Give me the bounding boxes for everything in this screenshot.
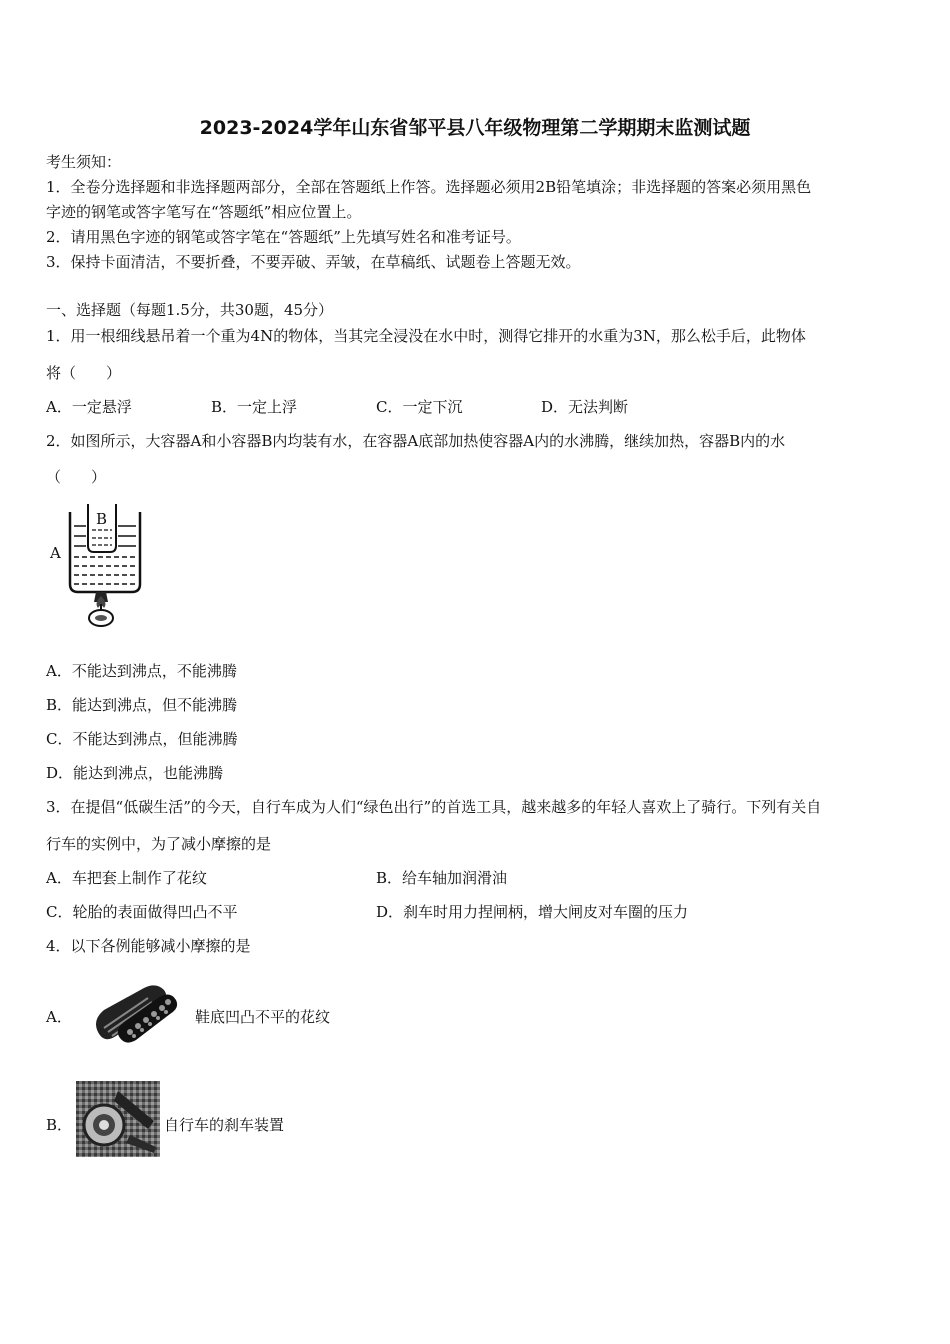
notice-item: 2．请用黑色字迹的钢笔或答字笔在“答题纸”上先填写姓名和准考证号。 [46,228,521,246]
q1-option-d: D．无法判断 [541,398,629,416]
bicycle-brake-image [76,1081,160,1157]
container-b-label: B [96,510,108,528]
q3-option-d: D．刹车时用力捏闸柄，增大闸皮对车圈的压力 [376,903,689,921]
question-1-text: 将（ ） [46,364,122,382]
q4-option-a-text: 鞋底凹凸不平的花纹 [195,1008,331,1026]
q3-option-a: A．车把套上制作了花纹 [46,869,207,887]
shoe-sole-image [90,976,182,1048]
page-title: 2023-2024学年山东省邹平县八年级物理第二学期期末监测试题 [199,117,751,139]
boiling-container-figure [48,500,148,632]
section-heading: 一、选择题（每题1.5分，共30题，45分） [46,301,334,319]
notice-heading: 考生须知： [46,153,122,171]
question-4-text: 4．以下各例能够减小摩擦的是 [46,937,251,955]
q1-option-c: C．一定下沉 [376,398,463,416]
q2-option-d: D．能达到沸点，也能沸腾 [46,764,224,782]
question-1-text: 1．用一根细线悬吊着一个重为4N的物体，当其完全浸没在水中时，测得它排开的水重为3N，那么松手后，此物体 [46,327,806,345]
q2-option-b: B．能达到沸点，但不能沸腾 [46,696,238,714]
q3-option-b: B．给车轴加润滑油 [376,869,508,887]
q3-option-c: C．轮胎的表面做得凹凸不平 [46,903,238,921]
question-2-text: 2．如图所示，大容器A和小容器B内均装有水，在容器A底部加热使容器A内的水沸腾，继续加热，容器B内的水 [46,432,786,450]
notice-item: 字迹的钢笔或答字笔写在“答题纸”相应位置上。 [46,203,362,221]
q4-option-a-letter: A． [46,1008,72,1026]
q4-option-b-letter: B． [46,1116,73,1134]
q1-option-b: B．一定上浮 [211,398,298,416]
container-a-label: A [50,544,61,562]
notice-item: 3．保持卡面清洁，不要折叠，不要弄破、弄皱，在草稿纸、试题卷上答题无效。 [46,253,581,271]
question-3-text: 3．在提倡“低碳生活”的今天，自行车成为人们“绿色出行”的首选工具，越来越多的年轻人喜欢上了骑行。下列有关自 [46,798,822,816]
question-2-text: （ ） [46,468,107,486]
q2-option-a: A．不能达到沸点，不能沸腾 [46,662,237,680]
q4-option-b-text: 自行车的刹车装置 [164,1116,285,1134]
q2-option-c: C．不能达到沸点，但能沸腾 [46,730,238,748]
q1-option-a: A．一定悬浮 [46,398,132,416]
notice-item: 1．全卷分选择题和非选择题两部分，全部在答题纸上作答。选择题必须用2B铅笔填涂；非选择题的答案必须用黑色 [46,178,812,196]
question-3-text: 行车的实例中，为了减小摩擦的是 [46,835,272,853]
